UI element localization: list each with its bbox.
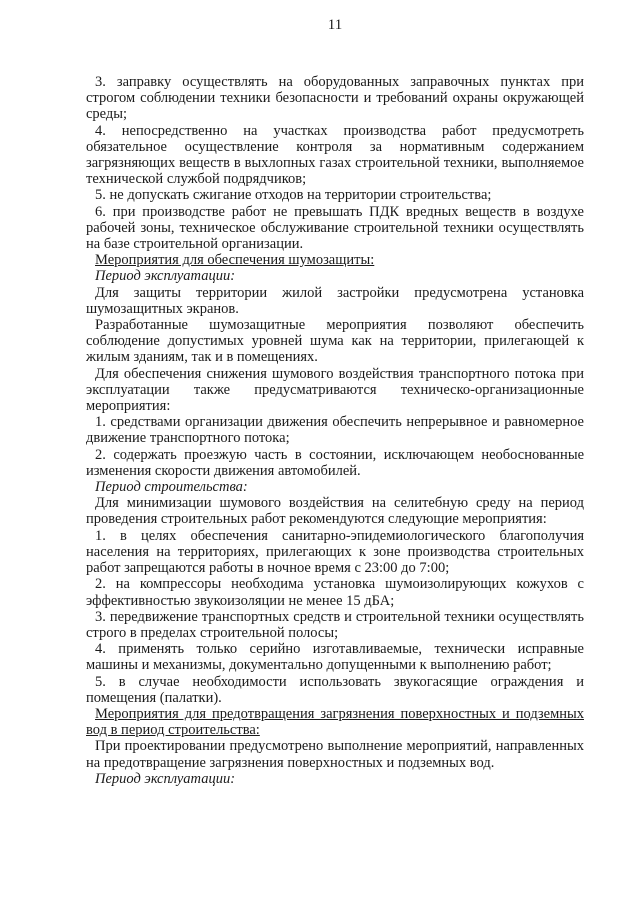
- period-subheading: Период эксплуатации:: [95, 770, 236, 787]
- body-paragraph: 1. в целях обеспечения санитарно-эпидемиологического благополучия населения на территориях, прилегающих к зоне производства строительных работ запрещаются работы в ночное время с 23:00 до 7:00;: [86, 527, 584, 577]
- body-paragraph: 6. при производстве работ не превышать ПДК вредных веществ в воздухе рабочей зоны, техническое обслуживание строительной техники осуществлять на базе строительной организации.: [86, 203, 584, 253]
- page-number: 11: [327, 17, 343, 33]
- body-paragraph: Разработанные шумозащитные мероприятия позволяют обеспечить соблюдение допустимых уровней шума как на территории, прилегающей к жилым зданиям, так и в помещениях.: [86, 317, 584, 366]
- body-paragraph: 5. не допускать сжигание отходов на территории строительства;: [95, 187, 492, 204]
- body-paragraph: 4. непосредственно на участках производства работ предусмотреть обязательное осуществление контроля за нормативным содержанием загрязняющих веществ в выхлопных газах строительной техники, выполняемое технической службой подрядчиков;: [86, 122, 584, 188]
- section-heading: Мероприятия для обеспечения шумозащиты:: [95, 252, 375, 269]
- period-subheading: Период эксплуатации:: [95, 268, 236, 285]
- body-paragraph: При проектировании предусмотрено выполнение мероприятий, направленных на предотвращение загрязнения поверхностных и подземных вод.: [86, 738, 584, 771]
- body-paragraph: Для защиты территории жилой застройки предусмотрена установка шумозащитных экранов.: [86, 284, 584, 317]
- body-paragraph: Для минимизации шумового воздействия на селитебную среду на период проведения строительных работ рекомендуются следующие мероприятия:: [86, 495, 584, 528]
- period-subheading: Период строительства:: [95, 479, 248, 496]
- body-paragraph: 2. на компрессоры необходима установка шумоизолирующих кожухов с эффективностью звукоизоляции не менее 15 дБА;: [86, 576, 584, 609]
- body-paragraph: 2. содержать проезжую часть в состоянии, исключающем необоснованные изменения скорости движения автомобилей.: [86, 446, 584, 479]
- body-paragraph: Для обеспечения снижения шумового воздействия транспортного потока при эксплуатации также предусматриваются техническо-организационные мероприятия:: [86, 365, 584, 415]
- body-paragraph: 4. применять только серийно изготавливаемые, технически исправные машины и механизмы, документально допущенными к выполнению работ;: [86, 641, 584, 674]
- body-paragraph: 3. заправку осуществлять на оборудованных заправочных пунктах при строгом соблюдении техники безопасности и требований охраны окружающей среды;: [86, 74, 584, 123]
- section-heading: Мероприятия для предотвращения загрязнения поверхностных и подземных вод в период строительства:: [86, 705, 584, 739]
- document-body: [86, 74, 584, 787]
- body-paragraph: 5. в случае необходимости использовать звукогасящие ограждения и помещения (палатки).: [86, 673, 584, 706]
- body-paragraph: 3. передвижение транспортных средств и строительной техники осуществлять строго в пределах строительной полосы;: [86, 608, 584, 641]
- body-paragraph: 1. средствами организации движения обеспечить непрерывное и равномерное движение транспортного потока;: [86, 414, 584, 447]
